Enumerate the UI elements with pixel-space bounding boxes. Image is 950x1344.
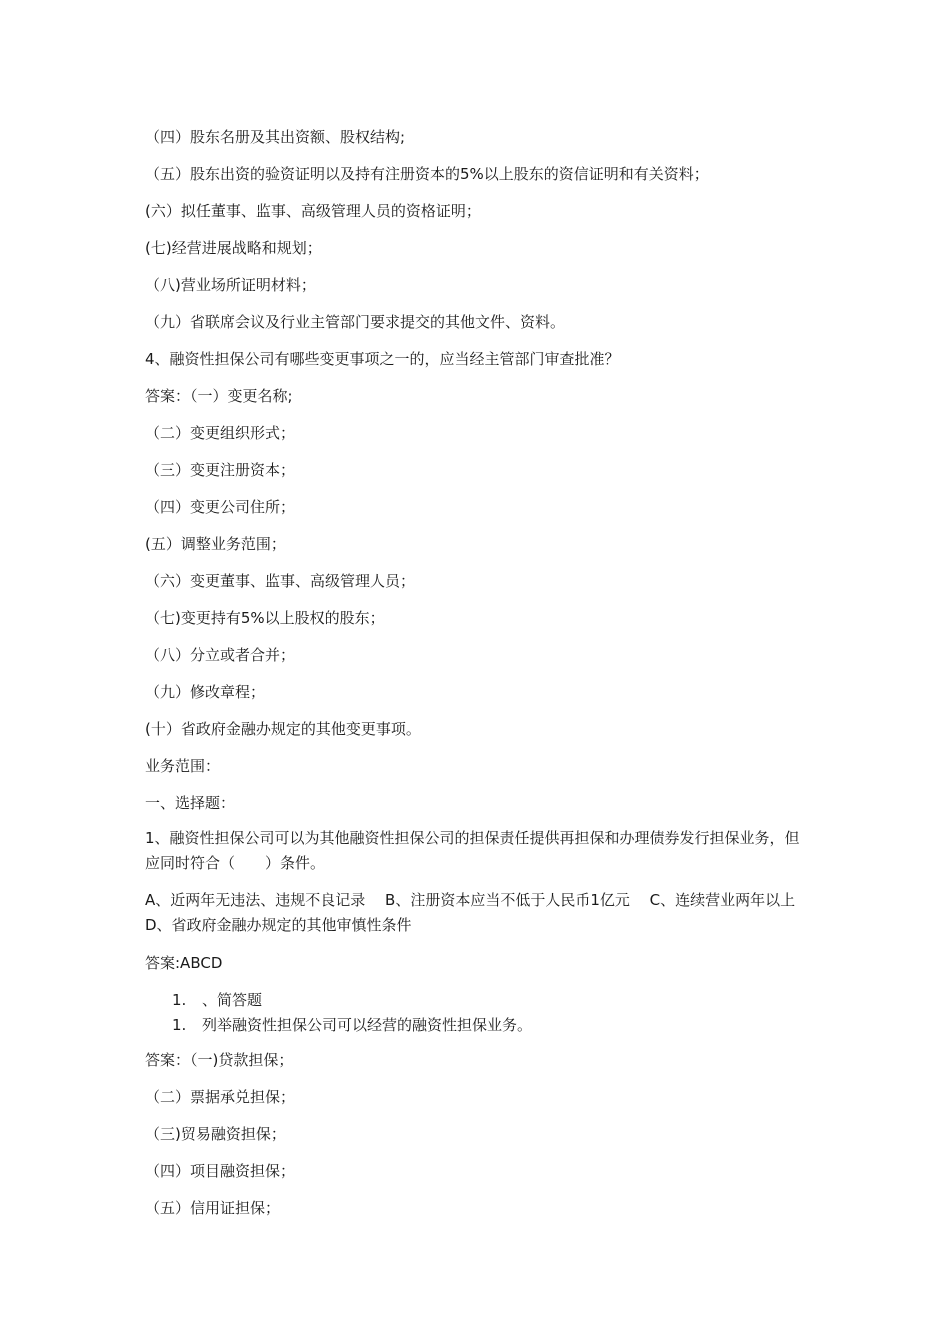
text-line: （四）项目融资担保； xyxy=(145,1162,296,1180)
text-line: （五）信用证担保； xyxy=(145,1199,281,1217)
list-item xyxy=(172,1015,532,1036)
list-number: 1. xyxy=(172,991,187,1009)
text-line: （三）变更注册资本； xyxy=(145,461,296,479)
list-text: 、简答题 xyxy=(202,991,263,1009)
text-line: （七)变更持有5%以上股权的股东； xyxy=(145,609,385,627)
text-line: (七)经营进展战略和规划； xyxy=(145,239,322,257)
text-line: （八)营业场所证明材料； xyxy=(145,276,316,294)
answer-line: 答案:ABCD xyxy=(145,954,223,972)
text-line: （三)贸易融资担保； xyxy=(145,1125,286,1143)
answer-line: 答案：（一)贷款担保； xyxy=(145,1051,294,1069)
answer-line: 答案：（一）变更名称; xyxy=(145,387,293,405)
text-line: (六）拟任董事、监事、高级管理人员的资格证明； xyxy=(145,202,481,220)
text-line: （九）修改章程； xyxy=(145,683,266,701)
text-line: （四）股东名册及其出资额、股权结构; xyxy=(145,128,406,146)
section-title: 一、选择题： xyxy=(145,794,236,812)
question-options: A、近两年无违法、违规不良记录 B、注册资本应当不低于人民币1亿元 C、连续营业两年以上 D、省政府金融办规定的其他审慎性条件 xyxy=(145,891,815,934)
text-line: （五）股东出资的验资证明以及持有注册资本的5%以上股东的资信证明和有关资料； xyxy=(145,165,709,183)
list-item xyxy=(172,990,262,1011)
text-line: (五）调整业务范围； xyxy=(145,535,286,553)
text-line: （六）变更董事、监事、高级管理人员； xyxy=(145,572,416,590)
text-line: （二）票据承兑担保； xyxy=(145,1088,296,1106)
text-line: (十）省政府金融办规定的其他变更事项。 xyxy=(145,720,421,738)
text-line: （八）分立或者合并； xyxy=(145,646,296,664)
question-text: 1、融资性担保公司可以为其他融资性担保公司的担保责任提供再担保和办理债券发行担保业务，但应同时符合（ ）条件。 xyxy=(145,829,800,872)
list-number: 1. xyxy=(172,1016,187,1034)
text-line: （九）省联席会议及行业主管部门要求提交的其他文件、资料。 xyxy=(145,313,566,331)
text-line: （二）变更组织形式； xyxy=(145,424,296,442)
section-title: 业务范围： xyxy=(145,757,221,775)
list-text: 列举融资性担保公司可以经营的融资性担保业务。 xyxy=(202,1016,533,1034)
text-line: （四）变更公司住所； xyxy=(145,498,296,516)
question-heading: 4、融资性担保公司有哪些变更事项之一的，应当经主管部门审查批准？ xyxy=(145,350,620,368)
